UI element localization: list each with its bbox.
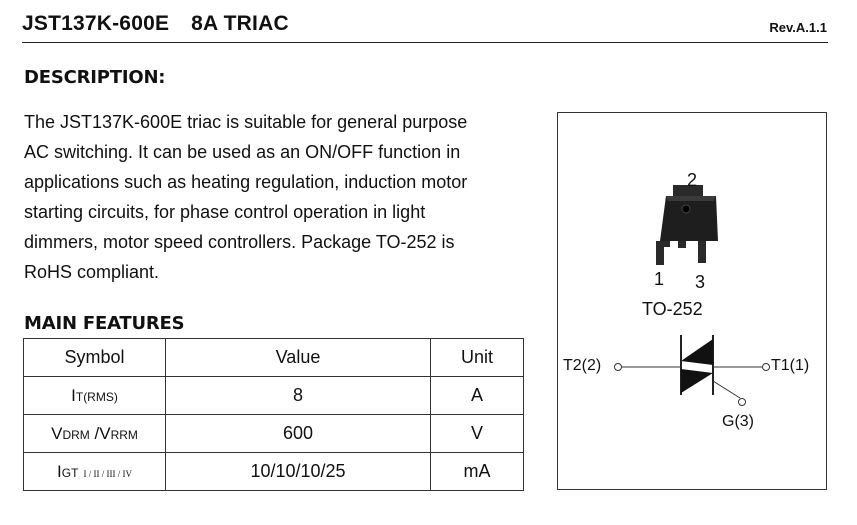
part-number: JST137K-600E (22, 12, 170, 35)
value-cell: 600 (166, 415, 431, 453)
device-type: 8A TRIAC (191, 12, 289, 35)
unit-cell: A (431, 377, 524, 415)
pin-1-label: 1 (654, 269, 665, 289)
document-title (22, 12, 289, 36)
revision-label: Rev.A.1.1 (769, 20, 827, 35)
symbol-cell (24, 377, 166, 415)
table-row (24, 377, 524, 415)
value-cell: 10/10/10/25 (166, 453, 431, 491)
description-line: The JST137K-600E triac is suitable for general purpose (24, 112, 468, 132)
description-heading: DESCRIPTION: (24, 67, 166, 88)
symbol-main: I (57, 462, 62, 481)
terminal-t2-label: T2(2) (563, 357, 602, 374)
main-features-table (23, 338, 524, 491)
unit-cell: mA (431, 453, 524, 491)
symbol-subscript-quadrants: I / II / III / IV (83, 469, 132, 479)
symbol-subscript: T(RMS) (75, 390, 118, 404)
symbol-subscript: GT (61, 466, 79, 480)
symbol-cell (24, 415, 166, 453)
symbol-main: V (51, 424, 63, 443)
pin-2-label: 2 (687, 170, 698, 190)
package-name: TO-252 (642, 299, 703, 319)
pin-3-label: 3 (695, 272, 706, 292)
package-diagram-box (557, 112, 827, 490)
description-line: applications such as heating regulation, induction motor (24, 172, 468, 192)
description-text (24, 107, 524, 287)
terminal-gate-label: G(3) (722, 413, 754, 430)
table-row (24, 415, 524, 453)
triac-symbol-icon (615, 335, 770, 406)
unit-cell: V (431, 415, 524, 453)
header-divider (22, 42, 828, 43)
terminal-t1-label: T1(1) (771, 357, 810, 374)
symbol-subscript-2: RRM (110, 428, 138, 442)
column-header-symbol: Symbol (24, 339, 166, 377)
description-line: dimmers, motor speed controllers. Package TO-252 is (24, 232, 455, 252)
column-header-unit: Unit (431, 339, 524, 377)
description-line: AC switching. It can be used as an ON/OFF function in (24, 142, 461, 162)
symbol-subscript: DRM (62, 428, 90, 442)
description-line: RoHS compliant. (24, 262, 160, 282)
symbol-separator: /V (89, 424, 111, 443)
column-header-value: Value (166, 339, 431, 377)
main-features-heading: MAIN FEATURES (24, 313, 185, 334)
to252-package-icon (656, 185, 718, 265)
symbol-main: I (71, 386, 76, 405)
table-header-row (24, 339, 524, 377)
value-cell: 8 (166, 377, 431, 415)
description-line: starting circuits, for phase control operation in light (24, 202, 426, 222)
symbol-cell (24, 453, 166, 491)
table-row (24, 453, 524, 491)
